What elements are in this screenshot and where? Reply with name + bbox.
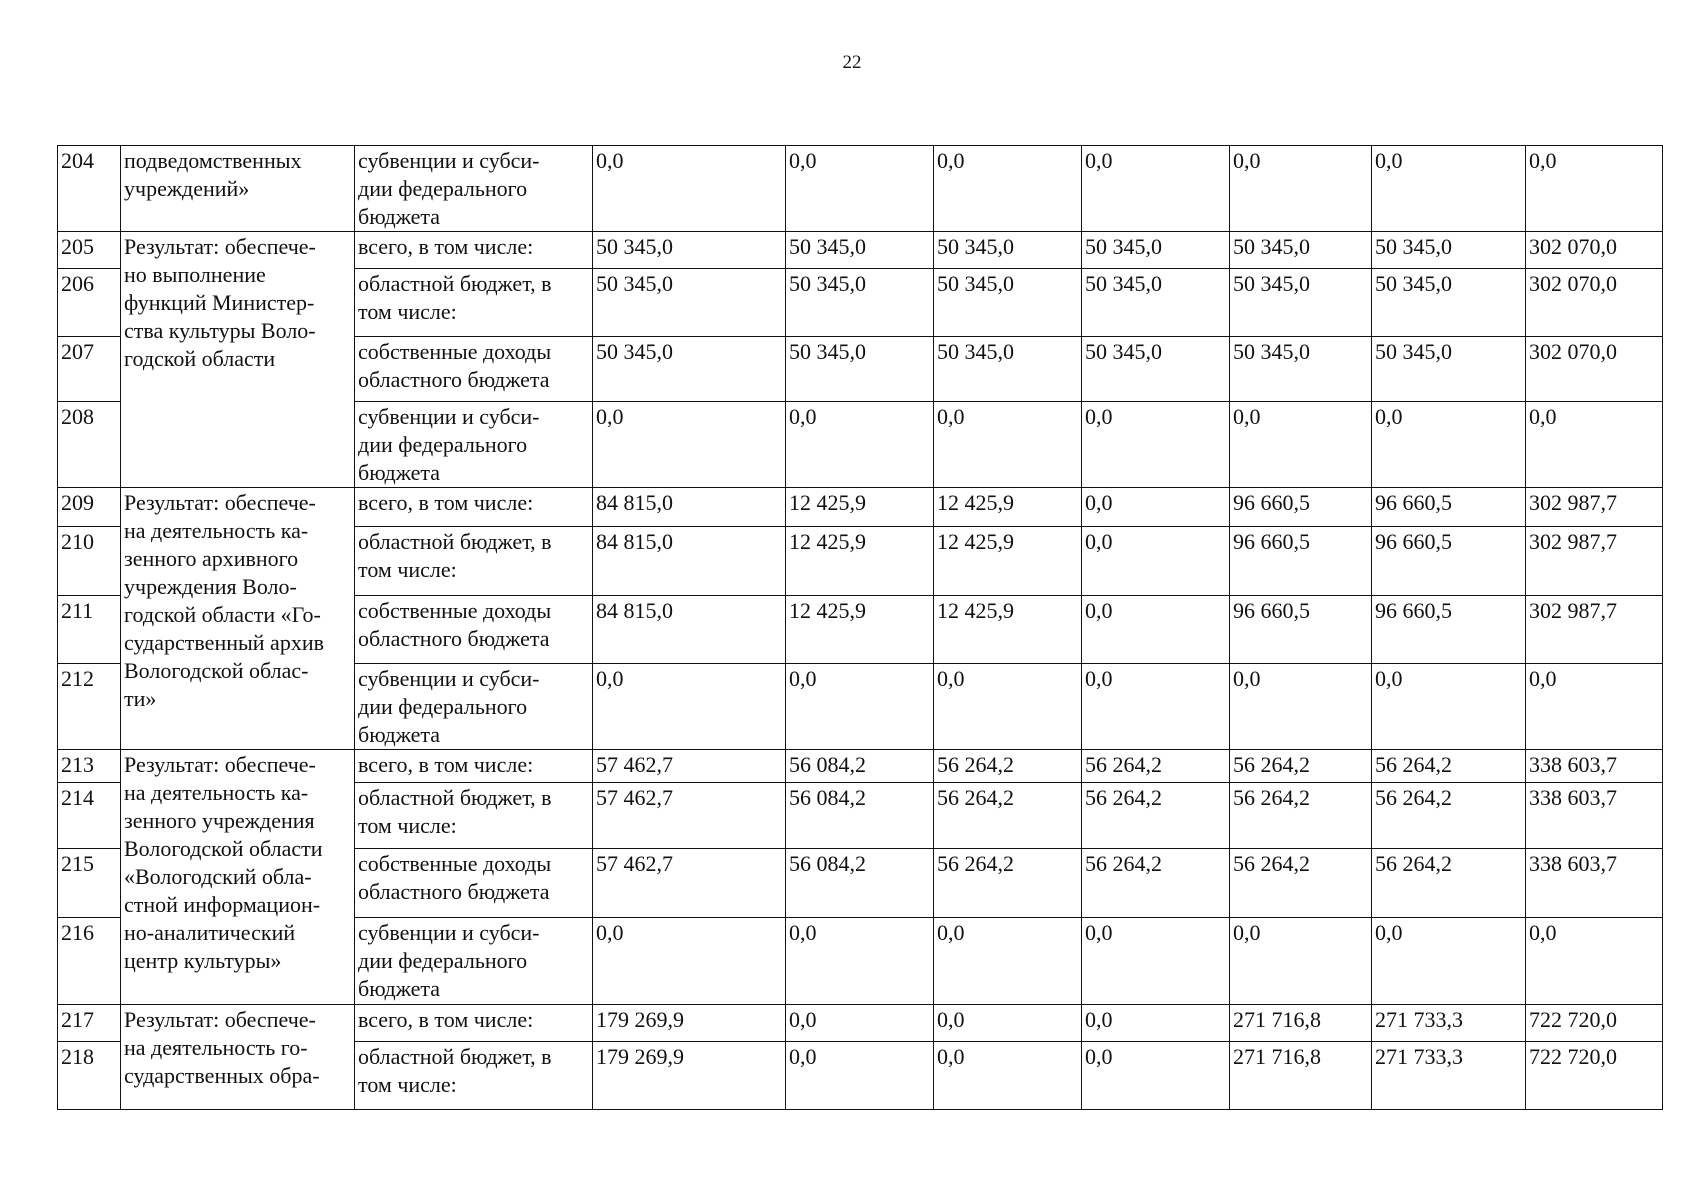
value-cell: 56 264,2 — [1230, 750, 1372, 783]
value-cell: 50 345,0 — [934, 232, 1082, 269]
value-cell: 0,0 — [786, 1042, 934, 1110]
value-cell: 96 660,5 — [1230, 596, 1372, 664]
value-cell: 50 345,0 — [593, 337, 786, 402]
value-cell: 0,0 — [1526, 918, 1663, 1005]
value-cell: 50 345,0 — [1230, 269, 1372, 337]
value-cell: 722 720,0 — [1526, 1005, 1663, 1042]
value-cell: 0,0 — [934, 402, 1082, 488]
row-number: 204 — [58, 146, 121, 232]
value-cell: 0,0 — [1372, 146, 1526, 232]
row-number: 213 — [58, 750, 121, 783]
value-cell: 0,0 — [1372, 664, 1526, 750]
value-cell: 50 345,0 — [1372, 269, 1526, 337]
value-cell: 271 716,8 — [1230, 1042, 1372, 1110]
value-cell: 50 345,0 — [1082, 269, 1230, 337]
value-cell: 0,0 — [1082, 527, 1230, 596]
funding-source: субвенции и субси- дии федерального бюджета — [355, 918, 593, 1005]
value-cell: 56 264,2 — [934, 750, 1082, 783]
funding-source: субвенции и субси- дии федерального бюджета — [355, 402, 593, 488]
value-cell: 0,0 — [786, 664, 934, 750]
value-cell: 96 660,5 — [1372, 596, 1526, 664]
value-cell: 338 603,7 — [1526, 750, 1663, 783]
value-cell: 56 264,2 — [1082, 783, 1230, 849]
row-number: 216 — [58, 918, 121, 1005]
value-cell: 302 987,7 — [1526, 596, 1663, 664]
table-row — [58, 1005, 1663, 1042]
value-cell: 50 345,0 — [1230, 337, 1372, 402]
value-cell: 302 987,7 — [1526, 527, 1663, 596]
value-cell: 0,0 — [1082, 596, 1230, 664]
value-cell: 56 084,2 — [786, 750, 934, 783]
value-cell: 12 425,9 — [786, 488, 934, 527]
value-cell: 271 733,3 — [1372, 1042, 1526, 1110]
value-cell: 0,0 — [1082, 146, 1230, 232]
value-cell: 0,0 — [1082, 918, 1230, 1005]
value-cell: 0,0 — [934, 1005, 1082, 1042]
value-cell: 0,0 — [1372, 402, 1526, 488]
value-cell: 0,0 — [1082, 1042, 1230, 1110]
table-row — [58, 488, 1663, 527]
funding-source: собственные доходы областного бюджета — [355, 337, 593, 402]
value-cell: 0,0 — [1230, 402, 1372, 488]
value-cell: 84 815,0 — [593, 527, 786, 596]
value-cell: 50 345,0 — [1082, 337, 1230, 402]
row-number: 211 — [58, 596, 121, 664]
funding-source: областной бюджет, в том числе: — [355, 527, 593, 596]
value-cell: 56 264,2 — [1082, 750, 1230, 783]
value-cell: 0,0 — [1526, 146, 1663, 232]
row-number: 217 — [58, 1005, 121, 1042]
row-number: 205 — [58, 232, 121, 269]
value-cell: 0,0 — [1230, 918, 1372, 1005]
row-number: 210 — [58, 527, 121, 596]
funding-source: всего, в том числе: — [355, 750, 593, 783]
funding-source: областной бюджет, в том числе: — [355, 1042, 593, 1110]
value-cell: 50 345,0 — [786, 232, 934, 269]
row-number: 214 — [58, 783, 121, 849]
value-cell: 12 425,9 — [786, 527, 934, 596]
row-number: 206 — [58, 269, 121, 337]
value-cell: 56 084,2 — [786, 783, 934, 849]
value-cell: 302 070,0 — [1526, 232, 1663, 269]
value-cell: 0,0 — [1230, 664, 1372, 750]
value-cell: 271 716,8 — [1230, 1005, 1372, 1042]
value-cell: 0,0 — [786, 918, 934, 1005]
value-cell: 12 425,9 — [934, 596, 1082, 664]
row-number: 208 — [58, 402, 121, 488]
value-cell: 0,0 — [593, 146, 786, 232]
row-number: 209 — [58, 488, 121, 527]
value-cell: 338 603,7 — [1526, 849, 1663, 918]
value-cell: 50 345,0 — [593, 269, 786, 337]
value-cell: 0,0 — [1082, 664, 1230, 750]
value-cell: 0,0 — [1230, 146, 1372, 232]
row-description: подведомственных учреждений» — [121, 146, 355, 232]
value-cell: 56 264,2 — [1082, 849, 1230, 918]
funding-source: областной бюджет, в том числе: — [355, 783, 593, 849]
table-row — [58, 146, 1663, 232]
value-cell: 0,0 — [1082, 488, 1230, 527]
value-cell: 56 264,2 — [1230, 849, 1372, 918]
value-cell: 0,0 — [1372, 918, 1526, 1005]
funding-source: всего, в том числе: — [355, 488, 593, 527]
value-cell: 0,0 — [1526, 402, 1663, 488]
value-cell: 56 084,2 — [786, 849, 934, 918]
value-cell: 338 603,7 — [1526, 783, 1663, 849]
row-description: Результат: обеспече- на деятельность ка- зенного архивного учреждения Воло- годской области «Го- сударственный архив Вологодской облас- ти» — [121, 488, 355, 750]
row-number: 207 — [58, 337, 121, 402]
budget-table — [57, 145, 1663, 1110]
value-cell: 50 345,0 — [1230, 232, 1372, 269]
funding-source: субвенции и субси- дии федерального бюджета — [355, 146, 593, 232]
value-cell: 57 462,7 — [593, 750, 786, 783]
value-cell: 0,0 — [593, 918, 786, 1005]
value-cell: 57 462,7 — [593, 849, 786, 918]
value-cell: 12 425,9 — [786, 596, 934, 664]
page-number: 22 — [842, 52, 862, 73]
value-cell: 0,0 — [1526, 664, 1663, 750]
value-cell: 56 264,2 — [1372, 783, 1526, 849]
table-row — [58, 232, 1663, 269]
value-cell: 722 720,0 — [1526, 1042, 1663, 1110]
row-number: 212 — [58, 664, 121, 750]
value-cell: 56 264,2 — [934, 849, 1082, 918]
value-cell: 302 987,7 — [1526, 488, 1663, 527]
value-cell: 56 264,2 — [934, 783, 1082, 849]
value-cell: 50 345,0 — [786, 337, 934, 402]
value-cell: 0,0 — [1082, 1005, 1230, 1042]
value-cell: 96 660,5 — [1230, 527, 1372, 596]
row-number: 215 — [58, 849, 121, 918]
value-cell: 12 425,9 — [934, 527, 1082, 596]
value-cell: 50 345,0 — [934, 269, 1082, 337]
value-cell: 96 660,5 — [1230, 488, 1372, 527]
funding-source: собственные доходы областного бюджета — [355, 596, 593, 664]
value-cell: 96 660,5 — [1372, 488, 1526, 527]
value-cell: 0,0 — [934, 146, 1082, 232]
value-cell: 12 425,9 — [934, 488, 1082, 527]
value-cell: 0,0 — [934, 664, 1082, 750]
value-cell: 56 264,2 — [1372, 750, 1526, 783]
value-cell: 179 269,9 — [593, 1042, 786, 1110]
value-cell: 96 660,5 — [1372, 527, 1526, 596]
funding-source: всего, в том числе: — [355, 1005, 593, 1042]
funding-source: собственные доходы областного бюджета — [355, 849, 593, 918]
funding-source: всего, в том числе: — [355, 232, 593, 269]
value-cell: 50 345,0 — [1372, 232, 1526, 269]
value-cell: 50 345,0 — [593, 232, 786, 269]
value-cell: 179 269,9 — [593, 1005, 786, 1042]
value-cell: 50 345,0 — [1082, 232, 1230, 269]
row-description: Результат: обеспече- на деятельность ка- зенного учреждения Вологодской области «Вологодский обла- стной информацион- но-аналитический центр культуры» — [121, 750, 355, 1005]
value-cell: 50 345,0 — [934, 337, 1082, 402]
funding-source: субвенции и субси- дии федерального бюджета — [355, 664, 593, 750]
value-cell: 0,0 — [786, 402, 934, 488]
value-cell: 0,0 — [1082, 402, 1230, 488]
value-cell: 50 345,0 — [786, 269, 934, 337]
value-cell: 0,0 — [934, 918, 1082, 1005]
row-description: Результат: обеспече- но выполнение функций Министер- ства культуры Воло- годской области — [121, 232, 355, 488]
value-cell: 271 733,3 — [1372, 1005, 1526, 1042]
value-cell: 0,0 — [593, 402, 786, 488]
value-cell: 84 815,0 — [593, 488, 786, 527]
value-cell: 302 070,0 — [1526, 337, 1663, 402]
funding-source: областной бюджет, в том числе: — [355, 269, 593, 337]
row-description: Результат: обеспече- на деятельность го- сударственных обра- — [121, 1005, 355, 1110]
value-cell: 56 264,2 — [1230, 783, 1372, 849]
value-cell: 50 345,0 — [1372, 337, 1526, 402]
value-cell: 0,0 — [786, 1005, 934, 1042]
value-cell: 302 070,0 — [1526, 269, 1663, 337]
value-cell: 0,0 — [786, 146, 934, 232]
value-cell: 56 264,2 — [1372, 849, 1526, 918]
table-row — [58, 750, 1663, 783]
value-cell: 0,0 — [934, 1042, 1082, 1110]
row-number: 218 — [58, 1042, 121, 1110]
value-cell: 0,0 — [593, 664, 786, 750]
value-cell: 84 815,0 — [593, 596, 786, 664]
value-cell: 57 462,7 — [593, 783, 786, 849]
